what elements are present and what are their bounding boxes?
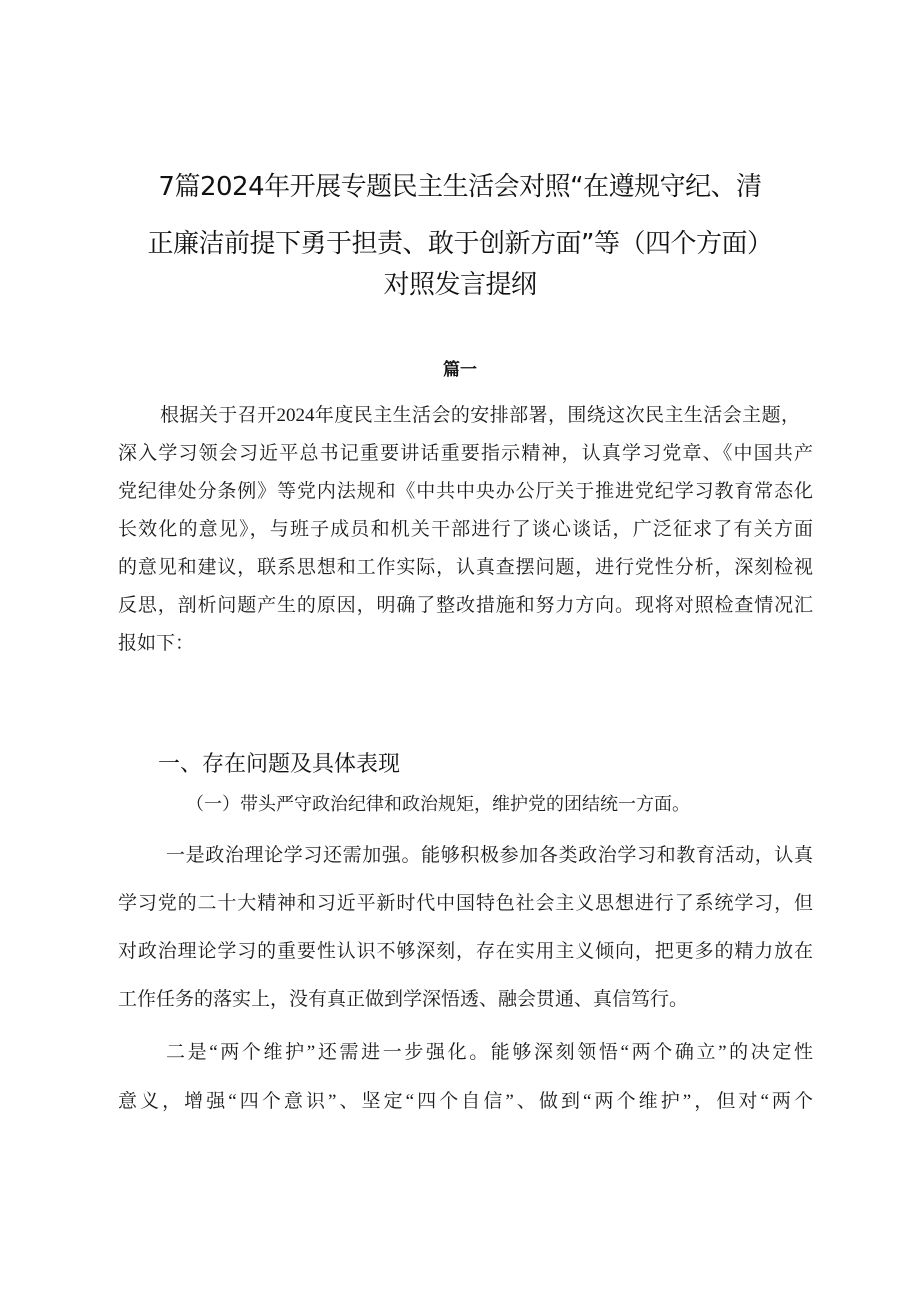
intro-line: 反思，剖析问题产生的原因，明确了整改措施和努力方向。现将对照检查情况汇: [118, 595, 813, 616]
intro-line: 根据关于召开2024年度民主生活会的安排部署，围绕这次民主生活会主题，: [160, 405, 800, 426]
intro-line: 长效化的意见》，与班子成员和机关干部进行了谈心谈话，广泛征求了有关方面: [118, 519, 813, 540]
section-label: 篇一: [443, 360, 477, 380]
intro-line: 报如下：: [118, 633, 195, 654]
sub-heading-1: （一）带头严守政治纪律和政治规矩，维护党的团结统一方面。: [186, 794, 690, 814]
intro-line: 的意见和建议，联系思想和工作实际，认真查摆问题，进行党性分析，深刻检视: [118, 557, 813, 578]
intro-line: 深入学习领会习近平总书记重要讲话重要指示精神，认真学习党章、《中国共产: [118, 443, 813, 464]
heading-1: 一、存在问题及具体表现: [158, 752, 401, 777]
para-1-line: 学习党的二十大精神和习近平新时代中国特色社会主义思想进行了系统学习，但: [118, 893, 813, 914]
para-1-line: 对政治理论学习的重要性认识不够深刻，存在实用主义倾向，把更多的精力放在: [118, 941, 813, 962]
para-2-line: 意义，增强“四个意识”、坚定“四个自信”、做到“两个维护”，但对“两个: [118, 1091, 813, 1112]
document-title-line-1: 7篇2024年开展专题民主生活会对照“在遵规守纪、清: [158, 172, 762, 202]
document-title-line-3: 对照发言提纲: [383, 270, 537, 300]
para-2-line: 二是“两个维护”还需进一步强化。能够深刻领悟“两个确立”的决定性: [166, 1042, 813, 1063]
para-1-line: 工作任务的落实上，没有真正做到学深悟透、融会贯通、真信笃行。: [118, 989, 689, 1010]
para-1-line: 一是政治理论学习还需加强。能够积极参加各类政治学习和教育活动，认真: [166, 845, 813, 866]
intro-line: 党纪律处分条例》等党内法规和《中共中央办公厅关于推进党纪学习教育常态化: [118, 481, 813, 502]
document-title-line-2: 正廉洁前提下勇于担责、敢于创新方面”等（四个方面）: [147, 229, 773, 259]
